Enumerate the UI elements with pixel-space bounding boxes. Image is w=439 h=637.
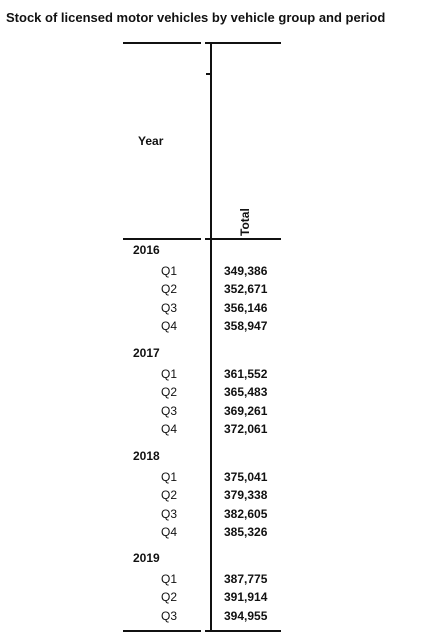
total-value: 391,914: [224, 590, 268, 605]
quarter-label: Q1: [160, 264, 177, 278]
year-column-header: Year: [138, 134, 164, 148]
year-label: 2018: [133, 449, 160, 463]
total-value: 372,061: [224, 421, 268, 436]
top-rule-right: [205, 42, 281, 44]
total-value: 369,261: [224, 403, 268, 418]
total-value: 379,338: [224, 488, 268, 503]
quarter-label: Q4: [160, 524, 177, 539]
quarter-label: Q3: [160, 506, 177, 521]
table-title: Stock of licensed motor vehicles by vehicle group and period: [6, 10, 386, 25]
quarter-label: Q1: [160, 367, 177, 381]
quarter-label: Q2: [160, 385, 177, 400]
total-value: 394,955: [224, 608, 268, 623]
total-value: 356,146: [224, 300, 268, 315]
year-label: 2017: [133, 346, 160, 360]
bottom-rule-right: [205, 630, 281, 632]
quarter-label: Q4: [160, 421, 177, 436]
quarter-label: Q2: [160, 590, 177, 605]
total-value: 382,605: [224, 506, 268, 521]
total-value: 387,775: [224, 572, 268, 586]
total-value: 375,041: [224, 470, 268, 484]
year-label: 2016: [133, 243, 160, 257]
header-tick: [206, 73, 210, 75]
total-column-header: Total: [238, 208, 252, 236]
quarter-label: Q2: [160, 282, 177, 297]
year-label: 2019: [133, 551, 160, 565]
header-rule-right: [205, 238, 281, 240]
top-rule-left: [123, 42, 201, 44]
bottom-rule-left: [123, 630, 201, 632]
total-value: 358,947: [224, 318, 268, 333]
total-value: 349,386: [224, 264, 268, 278]
column-divider: [210, 42, 212, 632]
total-value: 361,552: [224, 367, 268, 381]
quarter-label: Q2: [160, 488, 177, 503]
quarter-label: Q3: [160, 608, 177, 623]
total-value: 385,326: [224, 524, 268, 539]
total-value: 352,671: [224, 282, 268, 297]
quarter-label: Q1: [160, 470, 177, 484]
total-value: 365,483: [224, 385, 268, 400]
quarter-label: Q1: [160, 572, 177, 586]
quarter-label: Q3: [160, 403, 177, 418]
quarter-label: Q4: [160, 318, 177, 333]
quarter-label: Q3: [160, 300, 177, 315]
header-rule-left: [123, 238, 201, 240]
